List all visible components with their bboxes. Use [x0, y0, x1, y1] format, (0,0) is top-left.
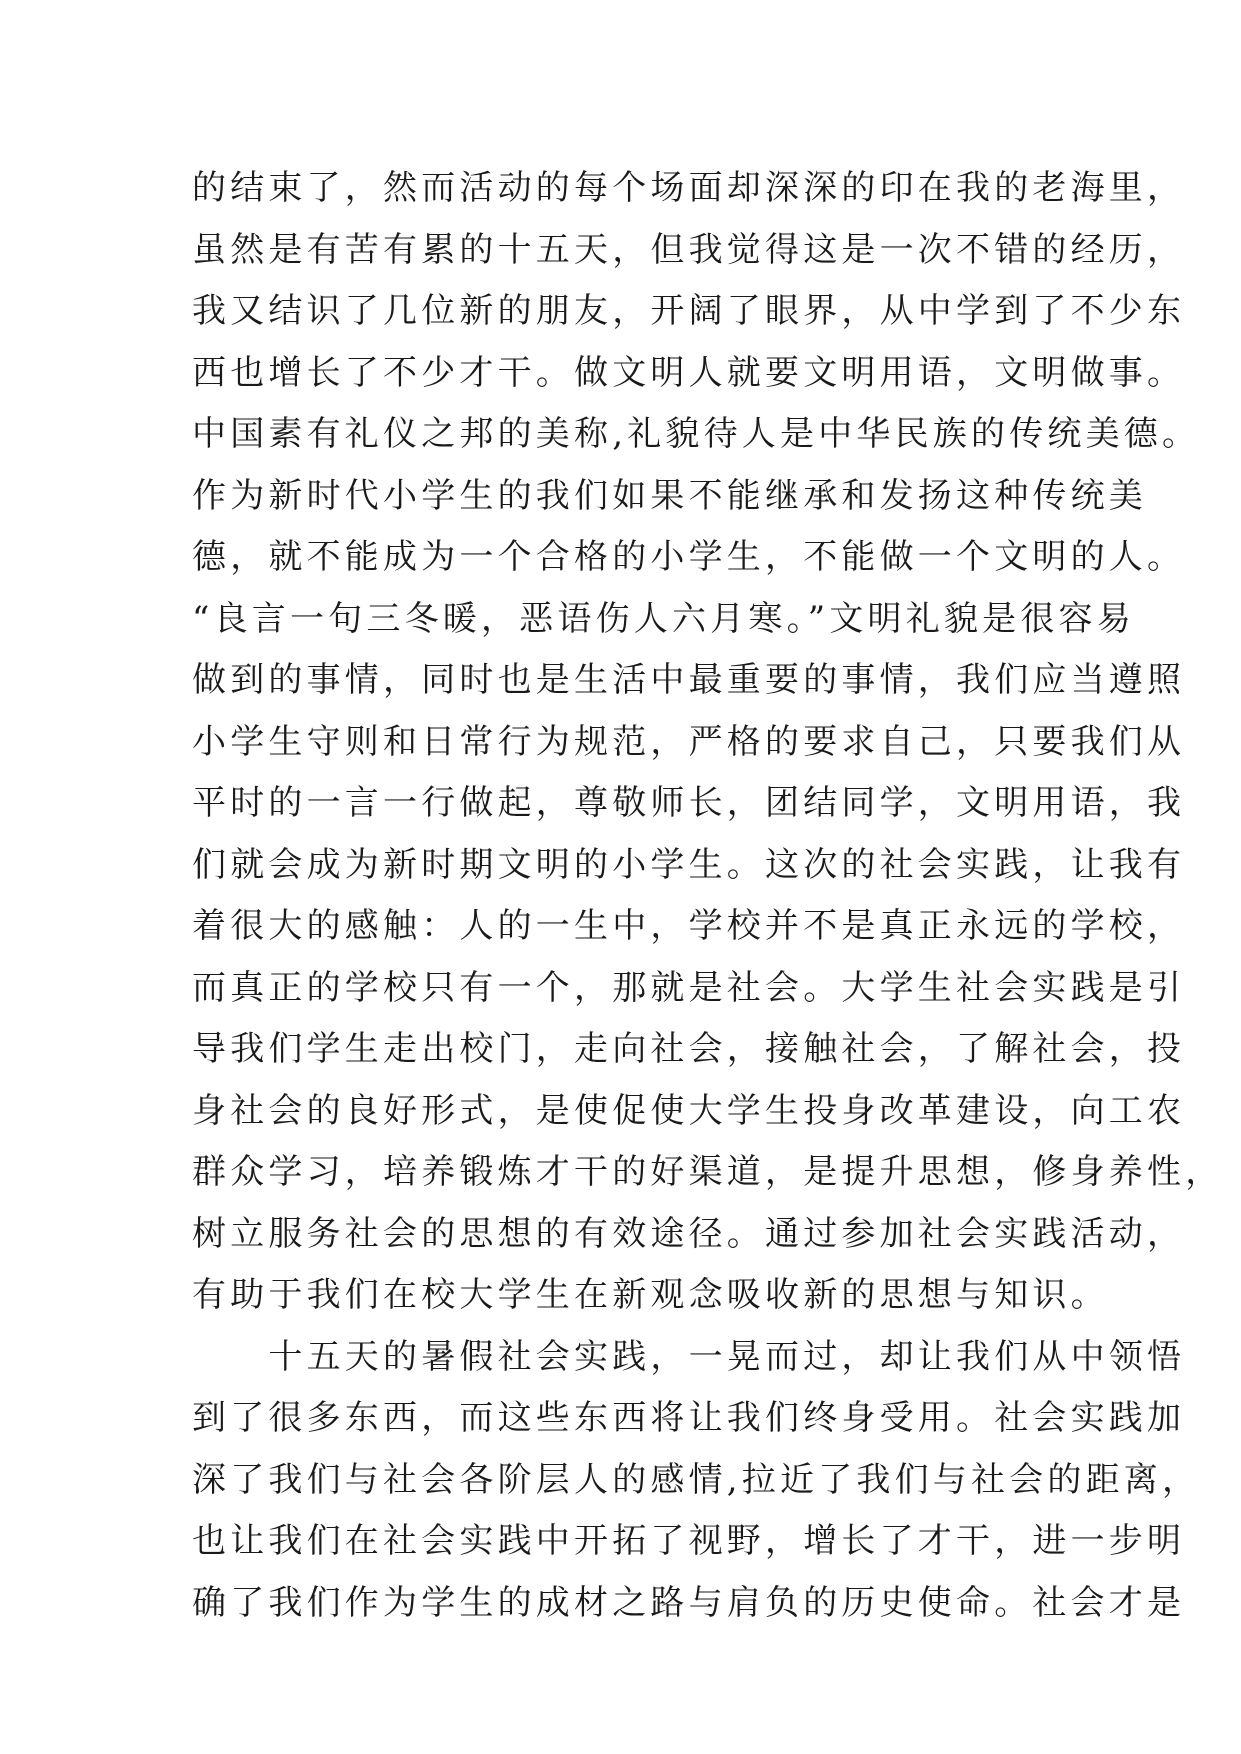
text-line: 到了很多东西，而这些东西将让我们终身受用。社会实践加	[192, 1398, 1186, 1438]
text-line: 虽然是有苦有累的十五天，但我觉得这是一次不错的经历，	[192, 229, 1186, 270]
text-line: 导我们学生走出校门，走向社会，接触社会，了解社会，投	[192, 1029, 1186, 1069]
text-line: 确了我们作为学生的成材之路与肩负的历史使命。社会才是	[192, 1582, 1186, 1623]
text-line: 中国素有礼仪之邦的美称,礼貌待人是中华民族的传统美德。	[192, 414, 1201, 454]
text-line: 们就会成为新时期文明的小学生。这次的社会实践，让我有	[192, 844, 1186, 885]
text-line: 身社会的良好形式，是使促使大学生投身改革建设，向工农	[192, 1090, 1186, 1131]
text-line: 也让我们在社会实践中开拓了视野，增长了才干，进一步明	[192, 1521, 1186, 1561]
text-line: 群众学习，培养锻炼才干的好渠道，是提升思想，修身养性，	[192, 1152, 1224, 1192]
text-line: 德，就不能成为一个合格的小学生，不能做一个文明的人。	[192, 537, 1186, 577]
text-line: 十五天的暑假社会实践，一晃而过，却让我们从中领悟	[192, 1336, 1186, 1377]
body-text	[192, 158, 1224, 1634]
text-line: 作为新时代小学生的我们如果不能继承和发扬这种传统美	[192, 475, 1147, 516]
text-line: 西也增长了不少才干。做文明人就要文明用语，文明做事。	[192, 352, 1186, 393]
text-line: 的结束了，然而活动的每个场面却深深的印在我的老海里，	[192, 168, 1186, 208]
text-line: 而真正的学校只有一个，那就是社会。大学生社会实践是引	[192, 967, 1186, 1008]
text-line: 平时的一言一行做起，尊敬师长，团结同学，文明用语，我	[192, 783, 1186, 823]
text-line: 深了我们与社会各阶层人的感情,拉近了我们与社会的距离，	[192, 1459, 1201, 1500]
text-line: 做到的事情，同时也是生活中最重要的事情，我们应当遵照	[192, 660, 1186, 700]
text-line: 我又结识了几位新的朋友，开阔了眼界，从中学到了不少东	[192, 291, 1186, 331]
text-line: 树立服务社会的思想的有效途径。通过参加社会实践活动，	[192, 1213, 1186, 1254]
text-line: 着很大的感触：人的一生中，学校并不是真正永远的学校，	[192, 906, 1186, 946]
text-line: 有助于我们在校大学生在新观念吸收新的思想与知识。	[192, 1275, 1109, 1315]
text-line: 小学生守则和日常行为规范，严格的要求自己，只要我们从	[192, 721, 1186, 762]
text-line: “良言一句三冬暖，恶语伤人六月寒。”文明礼貌是很容易	[192, 598, 1135, 639]
